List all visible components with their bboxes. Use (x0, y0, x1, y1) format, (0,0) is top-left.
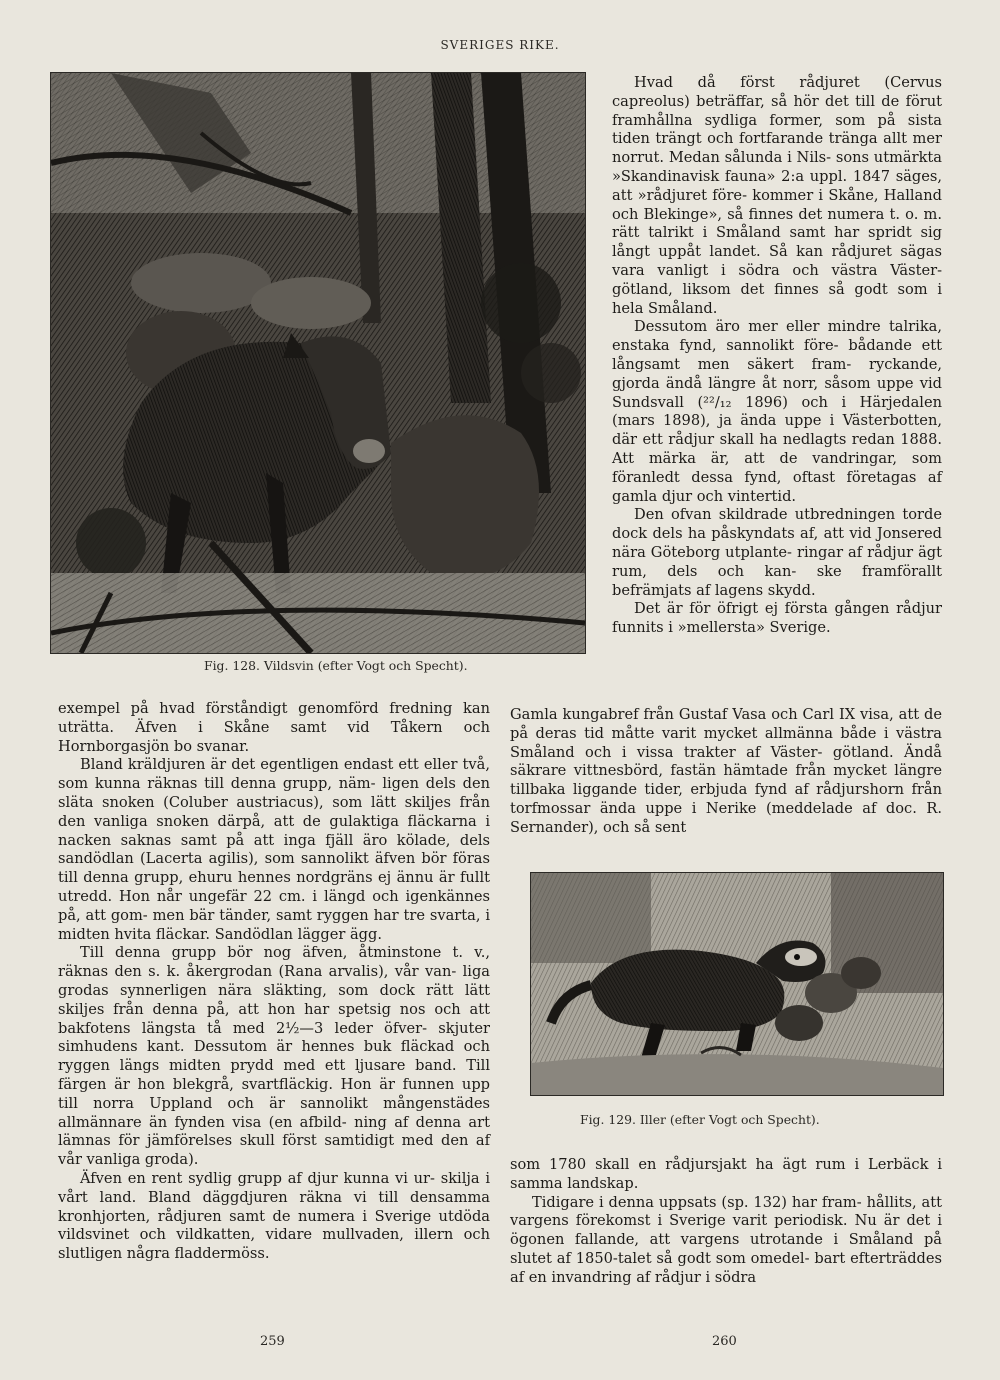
paragraph (58, 944, 490, 1170)
text-line: skilja i vårt land. Bland däggdjuren räkna vi till (58, 1169, 490, 1206)
text-line: bådande ett långsamt men säkert fram- (612, 337, 943, 373)
text-line: räknas den s. k. åkergrodan (Rana arvalis), vår van- (58, 963, 463, 981)
text-line: vid Jonsered nära Göteborg utplante- (612, 525, 942, 561)
text-line: fläckad och ryggen längs midten prydd med ett ljusare (58, 1038, 490, 1075)
right-column-middle-text (510, 706, 942, 838)
text-line: lätt skiljes från den vanliga snoken därpå, att de (58, 793, 490, 830)
text-line: uppl. 1847 säges, att »rådjuret före- (612, 167, 942, 204)
figure-129-polecat (530, 872, 944, 1096)
text-line: Bland kräldjuren är det egentligen endast ett (80, 756, 424, 774)
text-line: uppåt landet. Så kan rådjuret sägas (658, 243, 942, 261)
figure-128-caption: Fig. 128. Vildsvin (efter Vogt och Specht). (204, 658, 468, 673)
paragraph (612, 74, 942, 318)
text-line: hennes nordgräns ej ännu är fullt utredd. Hon når (58, 869, 490, 905)
text-line: vara vanligt i södra och västra Väster- (612, 261, 942, 279)
text-line: sista tiden trängt och fortfarande tränga (612, 111, 942, 148)
text-line: Dessutom äro mer eller mindre (634, 318, 889, 336)
polecat-illustration (531, 873, 943, 1095)
paragraph (58, 756, 490, 944)
text-line: Hornborgasjön bo svanar. (58, 737, 250, 755)
running-header: SVERIGES RIKE. (440, 38, 560, 52)
text-line: fynd af rådjurshorn från torfmossar ända uppe i (510, 781, 942, 817)
paragraph (58, 700, 490, 756)
text-line: allt mer norrut. Medan sålunda i Nils- (612, 130, 943, 167)
text-line: torde dock dels ha påskyndats af, att (612, 506, 942, 543)
text-line: från mycket längre tillbaka liggande tider, erbjuda (510, 762, 943, 799)
text-line: mångenstädes allmännare än fynden visa (en afbild- (58, 1094, 490, 1131)
paragraph (510, 706, 942, 838)
text-line: Att märka är, att de vandringar, som (612, 449, 942, 467)
text-line: rådjur funnits i »mellersta» Sverige. (612, 600, 942, 637)
text-line: så finnes det numera t. o. m. rätt talrikt (612, 205, 942, 242)
text-line: liga grodas synnerligen nära släkting, som dock rätt (58, 963, 490, 999)
text-line: som 1780 skall en rådjursjakt ha ägt rum i Lerbäck (510, 1156, 938, 1173)
text-line: Sverige utdöda vildsvinet och vildkatten, vidare (58, 1207, 490, 1244)
right-column-top-text (612, 74, 942, 638)
text-line: att de på deras tid måtte varit mycket allmänna (510, 706, 942, 742)
text-line: hållits, att vargens förekomst i Sverige varit periodisk. (510, 1193, 942, 1230)
text-line: densamma kronhjorten, rådjuren samt de numera i (58, 1188, 490, 1225)
text-line: ungefär 22 cm. i längd och igenkännes på, att gom- (58, 887, 490, 924)
text-line: Gamla kungabref från Gustaf Vasa och Carl IX visa, (510, 706, 899, 723)
text-line: gamla djur och vintertid. (612, 487, 797, 505)
text-line: sannolikt äfven bör föras till denna grupp, ehuru (58, 850, 490, 887)
text-line: skydd. (767, 581, 816, 599)
text-line: Nu är det i ögonen fallande, att vargens utrotande i (510, 1212, 942, 1249)
text-line: Hvad då först rådjuret (Cervus (634, 74, 942, 91)
text-line: ligen dels den släta snoken (Coluber austriacus), som (58, 775, 490, 811)
text-line: Småland på slutet af 1850-talet så godt som omedel- (510, 1231, 943, 1267)
text-line: lätt skiljes från denna på, att hon har spetsig nos (58, 981, 490, 1018)
text-line: Till denna grupp bör nog äfven, åtminstone t. v., (80, 944, 490, 962)
text-line: götland. Ändå säkrare vittnesbörd, fastän hämtade (510, 743, 942, 780)
text-line: eller två, som kunna räknas till denna grupp, näm- (58, 756, 491, 793)
text-line: capreolus) beträffar, så hör det till de (612, 92, 906, 110)
text-line: skjuter simhudens kant. Dessutom är hennes buk (58, 1019, 490, 1056)
text-line: bart efterträddes af en invandring af rådjur i södra (510, 1249, 943, 1286)
wild-boar-illustration (51, 73, 585, 653)
right-column-bottom-text (510, 1156, 942, 1288)
text-line: Den ofvan skildrade utbredningen (634, 506, 903, 524)
paragraph (510, 1156, 942, 1194)
paragraph (58, 1170, 490, 1264)
left-column-text (58, 700, 490, 1264)
text-line: gulaktiga fläckarna i nacken saknas samt på att inga (58, 812, 490, 849)
text-line: ringar af rådjur ägt rum, dels och kan- (612, 543, 942, 580)
text-line: band. Till färgen är hon blekgrå, svartfläckig. Hon (58, 1057, 490, 1093)
paragraph (510, 1194, 942, 1288)
text-line: både i västra Småland och i vissa trakter af Väster- (510, 724, 942, 761)
text-line: och att bakfotens längsta tå med 2½—3 leder öfver- (58, 1000, 490, 1037)
text-line: ryckande, gjorda ändå längre åt norr, (612, 355, 942, 392)
page-number-left: 259 (260, 1334, 285, 1349)
text-line: hvita fläckar. Sandödlan lägger ägg. (114, 925, 383, 943)
text-line: ske framförallt befrämjats af lagens (612, 562, 943, 599)
text-line: hela Småland. (612, 299, 718, 317)
text-line: men bär tänder, samt ryggen har tre svarta, i midten (58, 906, 490, 943)
text-line: kan uträtta. Äfven i Skåne samt vid Tåkern och (58, 700, 490, 736)
text-line: i samma landskap. (510, 1156, 942, 1192)
text-line: fjäll äro kölade, dels sandödlan (Lacerta agilis), som (58, 831, 490, 868)
text-line: ning af denna art lämnas för jämförelses skull först (58, 1113, 490, 1150)
text-line: är funnen upp till norra Uppland och är sannolikt (58, 1075, 491, 1112)
text-line: och i Härjedalen (mars 1898), ja (612, 393, 942, 430)
text-line: rådjur skall ha nedlagts redan 1888. (668, 431, 942, 449)
text-line: ända uppe i Västerbotten, där ett (612, 412, 942, 449)
text-line: föranledt dessa fynd, oftast företagas af (612, 468, 942, 486)
page-number-right: 260 (712, 1334, 737, 1349)
figure-128-wild-boar (50, 72, 586, 654)
text-line: talrika, enstaka fynd, sannolikt före- (612, 318, 942, 355)
text-line: Tidigare i denna uppsats (sp. 132) har fram- (532, 1193, 867, 1211)
paragraph (612, 318, 942, 506)
text-line: Äfven en rent sydlig grupp af djur kunna vi ur- (80, 1169, 441, 1187)
paragraph (612, 600, 942, 638)
text-line: kommer i Skåne, Halland och Blekinge», (612, 186, 942, 223)
text-line: i Småland samt har spridt sig långt (612, 224, 942, 261)
text-line: sons utmärkta »Skandinavisk fauna» 2:a (612, 149, 942, 185)
text-line: samtidigt med den af vår vanliga groda). (58, 1132, 490, 1169)
text-line: såsom uppe vid Sundsvall (²²/₁₂ 1896) (612, 374, 943, 411)
text-line: förut framhållna sydliga former, som på (612, 92, 942, 129)
figure-129-caption: Fig. 129. Iller (efter Vogt och Specht). (580, 1112, 820, 1127)
text-line: exempel på hvad förståndigt genomförd fredning (58, 700, 464, 717)
text-line: mullvaden, illern och slutligen några fladdermöss. (58, 1226, 491, 1263)
text-line: Nerike (meddelade af doc. R. Sernander), och så sent (510, 799, 942, 836)
text-line: Det är för öfrigt ej första gången (634, 600, 897, 618)
paragraph (612, 506, 942, 600)
text-line: götland, liksom det finnes så godt som i (612, 280, 942, 298)
